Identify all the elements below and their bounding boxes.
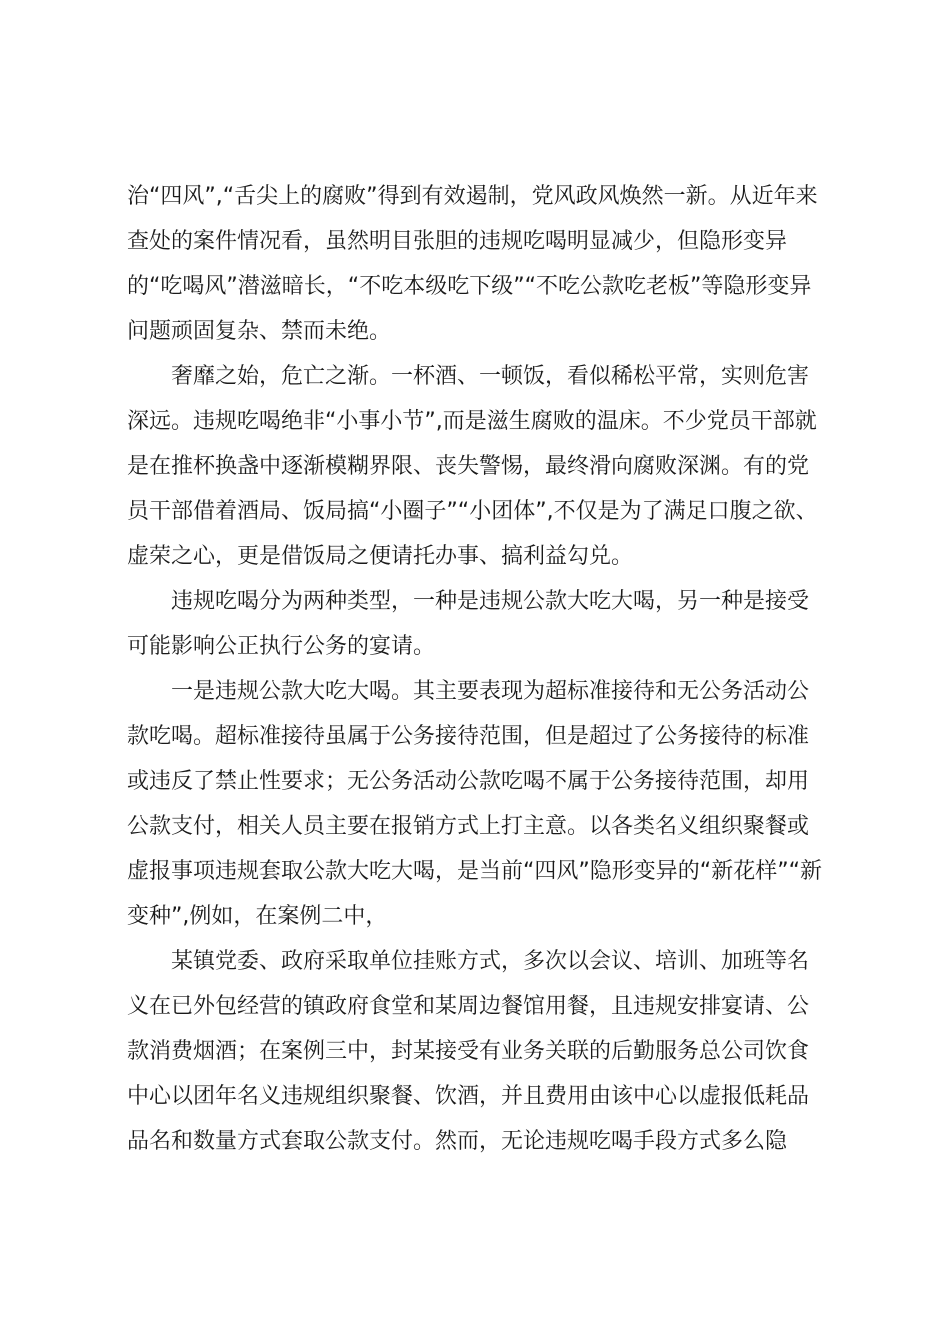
paragraph-2 <box>127 354 827 579</box>
text-line: 某镇党委、政府采取单位挂账方式，多次以会议、培训、加班等名 <box>127 949 810 974</box>
text-line: 款吃喝。超标准接待虽属于公务接待范围，但是超过了公务接待的标准 <box>127 724 810 749</box>
text-line: 虚荣之心，更是借饭局之便请托办事、搞利益勾兑。 <box>127 544 634 569</box>
text-line: 中心以团年名义违规组织聚餐、饮酒，并且费用由该中心以虚报低耗品 <box>127 1084 810 1109</box>
paragraph-5 <box>127 939 827 1164</box>
paragraph-3 <box>127 579 827 669</box>
document-body <box>127 174 827 1164</box>
text-line: 款消费烟酒；在案例三中，封某接受有业务关联的后勤服务总公司饮食 <box>127 1039 810 1064</box>
text-line: 深远。违规吃喝绝非“小事小节”,而是滋生腐败的温床。不少党员干部就 <box>127 409 817 434</box>
text-line: 变种”,例如，在案例二中， <box>127 904 388 929</box>
text-line: 的“吃喝风”潜滋暗长，“不吃本级吃下级”“不吃公款吃老板”等隐形变异 <box>127 274 812 299</box>
text-line: 虚报事项违规套取公款大吃大喝，是当前“四风”隐形变异的“新花样”“新 <box>127 859 822 884</box>
text-line: 员干部借着酒局、饭局搞“小圈子”“小团体”,不仅是为了满足口腹之欲、 <box>127 499 818 524</box>
text-line: 是在推杯换盏中逐渐模糊界限、丧失警惕，最终滑向腐败深渊。有的党 <box>127 454 810 479</box>
text-line: 品名和数量方式套取公款支付。然而，无论违规吃喝手段方式多么隐 <box>127 1129 788 1154</box>
paragraph-4 <box>127 669 827 939</box>
text-line: 查处的案件情况看，虽然明目张胆的违规吃喝明显减少，但隐形变异 <box>127 229 788 254</box>
text-line: 治“四风”,“舌尖上的腐败”得到有效遏制，党风政风焕然一新。从近年来 <box>127 184 818 209</box>
paragraph-1 <box>127 174 827 354</box>
text-line: 违规吃喝分为两种类型，一种是违规公款大吃大喝，另一种是接受 <box>127 589 810 614</box>
text-line: 问题顽固复杂、禁而未绝。 <box>127 319 392 344</box>
text-line: 公款支付，相关人员主要在报销方式上打主意。以各类名义组织聚餐或 <box>127 814 810 839</box>
text-line: 义在已外包经营的镇政府食堂和某周边餐馆用餐，且违规安排宴请、公 <box>127 994 810 1019</box>
text-line: 可能影响公正执行公务的宴请。 <box>127 634 436 659</box>
text-line: 或违反了禁止性要求；无公务活动公款吃喝不属于公务接待范围，却用 <box>127 769 810 794</box>
text-line: 奢靡之始，危亡之渐。一杯酒、一顿饭，看似稀松平常，实则危害 <box>127 364 810 389</box>
text-line: 一是违规公款大吃大喝。其主要表现为超标准接待和无公务活动公 <box>127 679 810 704</box>
